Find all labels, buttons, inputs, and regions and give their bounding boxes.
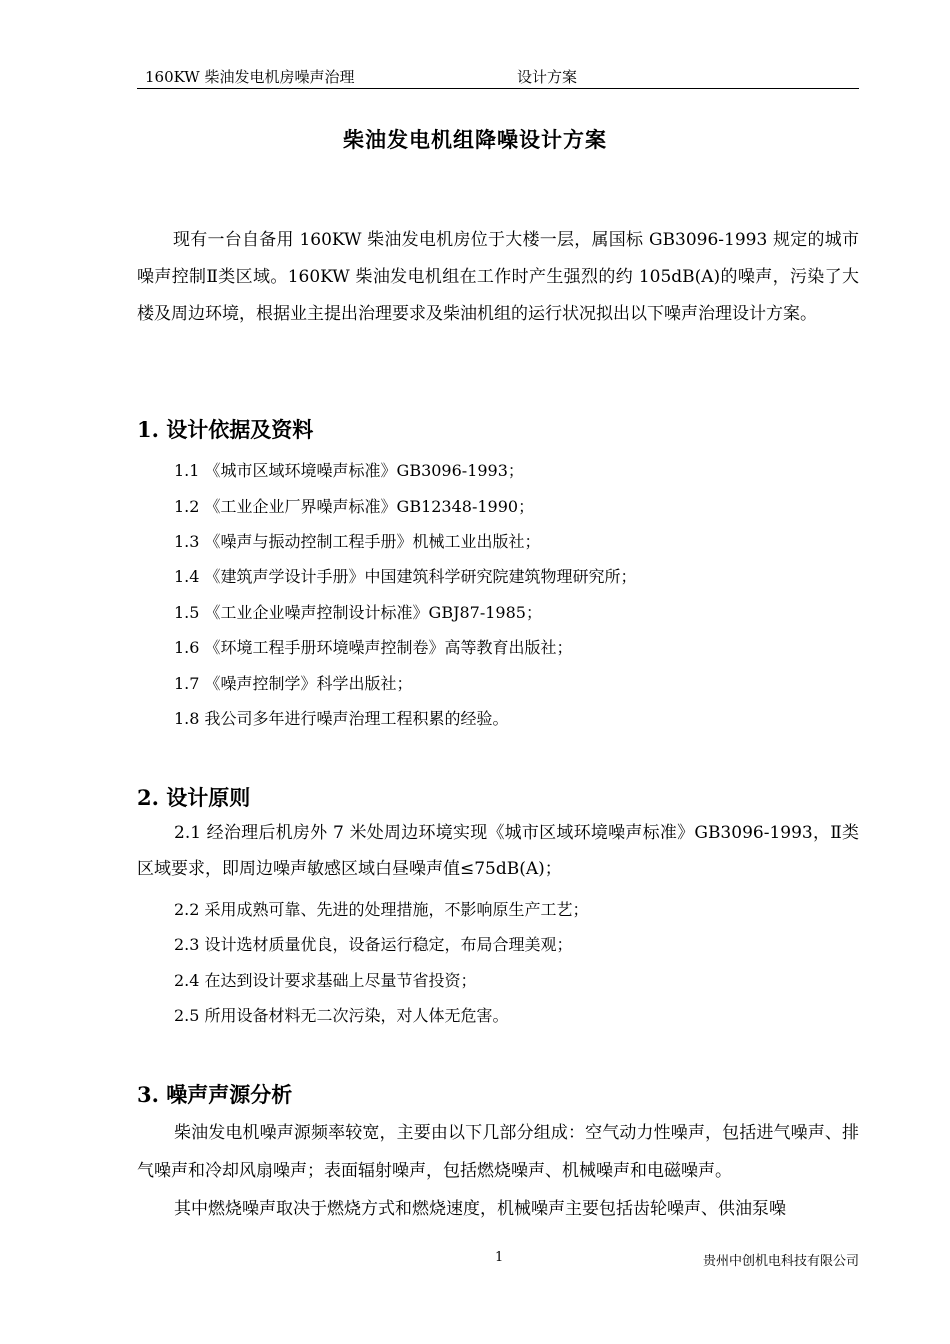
list-item: 2.5 所用设备材料无二次污染，对人体无危害。 [174, 1006, 509, 1025]
header-doc-type: 设计方案 [517, 68, 578, 86]
list-item: 1.1 《城市区域环境噪声标准》GB3096-1993； [174, 461, 524, 480]
section-3-paragraph: 柴油发电机噪声源频率较宽，主要由以下几部分组成：空气动力性噪声，包括进气噪声、排气噪声和冷却风扇噪声；表面辐射噪声，包括燃烧噪声、机械噪声和电磁噪声。 [137, 1123, 859, 1181]
list-item: 2.3 设计选材质量优良，设备运行稳定，布局合理美观； [174, 935, 573, 954]
document-title: 柴油发电机组降噪设计方案 [343, 127, 607, 152]
list-item: 1.8 我公司多年进行噪声治理工程积累的经验。 [174, 709, 509, 728]
section-3-heading: 3. 噪声声源分析 [137, 1082, 293, 1107]
footer-company: 贵州中创机电科技有限公司 [702, 1254, 859, 1269]
section-1-heading: 1. 设计依据及资料 [137, 417, 314, 442]
list-item: 1.5 《工业企业噪声控制设计标准》GBJ87-1985； [174, 603, 542, 622]
list-item: 1.2 《工业企业厂界噪声标准》GB12348-1990； [174, 497, 535, 516]
principle-2-1: 2.1 经治理后机房外 7 米处周边环境实现《城市区域环境噪声标准》GB3096-1993，Ⅱ类区域要求，即周边噪声敏感区域白昼噪声值≤75dB(A)； [137, 823, 859, 879]
section-2-heading: 2. 设计原则 [137, 785, 251, 810]
list-item: 1.3 《噪声与振动控制工程手册》机械工业出版社； [174, 532, 541, 551]
intro-paragraph: 现有一台自备用 160KW 柴油发电机房位于大楼一层，属国标 GB3096-1993 规定的城市噪声控制Ⅱ类区域。160KW 柴油发电机组在工作时产生强烈的约 105dB(A)的噪声，污染了大楼及周边环境，根据业主提出治理要求及柴油机组的运行状况拟出以下噪声治理设计方案。 [137, 230, 859, 324]
list-item: 1.4 《建筑声学设计手册》中国建筑科学研究院建筑物理研究所； [174, 567, 637, 586]
page-number: 1 [495, 1250, 504, 1265]
list-item: 1.6 《环境工程手册环境噪声控制卷》高等教育出版社； [174, 638, 573, 657]
list-item: 2.4 在达到设计要求基础上尽量节省投资； [174, 971, 477, 990]
list-item: 1.7 《噪声控制学》科学出版社； [174, 674, 413, 693]
list-item: 2.2 采用成熟可靠、先进的处理措施，不影响原生产工艺； [174, 900, 589, 919]
page-header [137, 66, 859, 89]
section-3-paragraph: 其中燃烧噪声取决于燃烧方式和燃烧速度，机械噪声主要包括齿轮噪声、供油泵噪 [174, 1199, 786, 1219]
header-doc-title: 160KW 柴油发电机房噪声治理 [145, 68, 355, 86]
